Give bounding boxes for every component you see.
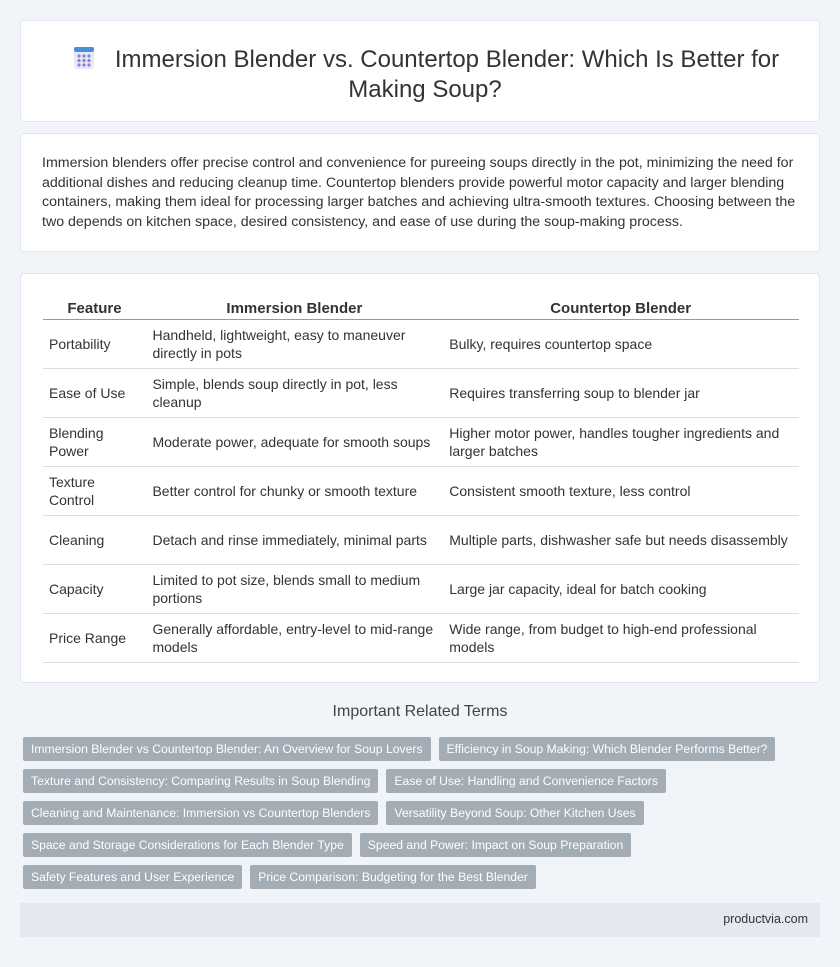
feature-cell: Blending Power	[43, 417, 146, 466]
feature-cell: Cleaning	[43, 515, 146, 564]
feature-cell: Ease of Use	[43, 368, 146, 417]
related-term-tag[interactable]: Safety Features and User Experience	[23, 865, 242, 889]
countertop-cell: Requires transferring soup to blender jar	[443, 368, 799, 417]
immersion-cell: Limited to pot size, blends small to medium portions	[146, 564, 443, 613]
related-term-tag[interactable]: Versatility Beyond Soup: Other Kitchen Uses	[386, 801, 643, 825]
column-header-immersion: Immersion Blender	[146, 294, 443, 319]
related-term-tag[interactable]: Cleaning and Maintenance: Immersion vs Countertop Blenders	[23, 801, 378, 825]
table-row	[43, 515, 799, 564]
column-header-feature: Feature	[43, 294, 146, 319]
table-row	[43, 368, 799, 417]
related-term-tag[interactable]: Price Comparison: Budgeting for the Best Blender	[250, 865, 536, 889]
countertop-cell: Bulky, requires countertop space	[443, 319, 799, 368]
feature-cell: Price Range	[43, 613, 146, 662]
page-title-text: Immersion Blender vs. Countertop Blender: Which Is Better for Making Soup?	[114, 46, 780, 103]
related-terms-heading: Important Related Terms	[332, 703, 508, 720]
column-header-countertop: Countertop Blender	[443, 294, 799, 319]
immersion-cell: Better control for chunky or smooth texture	[146, 466, 443, 515]
related-term-tag[interactable]: Texture and Consistency: Comparing Results in Soup Blending	[23, 769, 378, 793]
page-title	[61, 45, 789, 105]
table-header-row	[43, 294, 799, 319]
immersion-cell: Simple, blends soup directly in pot, less cleanup	[146, 368, 443, 417]
countertop-cell: Multiple parts, dishwasher safe but needs disassembly	[443, 515, 799, 564]
immersion-cell: Detach and rinse immediately, minimal parts	[146, 515, 443, 564]
countertop-cell: Wide range, from budget to high-end professional models	[443, 613, 799, 662]
related-term-tag[interactable]: Immersion Blender vs Countertop Blender: An Overview for Soup Lovers	[23, 737, 431, 761]
countertop-cell: Large jar capacity, ideal for batch cooking	[443, 564, 799, 613]
countertop-cell: Consistent smooth texture, less control	[443, 466, 799, 515]
related-term-tag[interactable]: Space and Storage Considerations for Each Blender Type	[23, 833, 352, 857]
table-row	[43, 564, 799, 613]
immersion-cell: Generally affordable, entry-level to mid-range models	[146, 613, 443, 662]
intro-card	[20, 133, 820, 252]
intro-paragraph: Immersion blenders offer precise control and convenience for pureeing soups directly in the pot, minimizing the need for additional dishes and reducing cleanup time. Countertop blenders provide powerful motor capacity and larger blending containers, making them ideal for processing larger batches and achieving ultra-smooth textures. Choosing between the two depends on kitchen space, desired consistency, and ease of use during the soup-making process.	[42, 155, 796, 230]
document-icon	[71, 45, 97, 71]
header-card	[20, 20, 820, 122]
immersion-cell: Handheld, lightweight, easy to maneuver directly in pots	[146, 319, 443, 368]
immersion-cell: Moderate power, adequate for smooth soups	[146, 417, 443, 466]
footer	[20, 903, 820, 937]
feature-cell: Capacity	[43, 564, 146, 613]
table-row	[43, 319, 799, 368]
footer-site-link[interactable]: productvia.com	[723, 912, 808, 926]
table-row	[43, 466, 799, 515]
related-term-tag[interactable]: Speed and Power: Impact on Soup Preparation	[360, 833, 631, 857]
comparison-table-card	[20, 273, 820, 683]
comparison-table	[43, 294, 799, 663]
feature-cell: Texture Control	[43, 466, 146, 515]
countertop-cell: Higher motor power, handles tougher ingredients and larger batches	[443, 417, 799, 466]
related-term-tag[interactable]: Efficiency in Soup Making: Which Blender Performs Better?	[439, 737, 776, 761]
table-row	[43, 417, 799, 466]
related-term-tag[interactable]: Ease of Use: Handling and Convenience Factors	[386, 769, 666, 793]
feature-cell: Portability	[43, 319, 146, 368]
table-row	[43, 613, 799, 662]
related-terms-list	[23, 737, 813, 889]
